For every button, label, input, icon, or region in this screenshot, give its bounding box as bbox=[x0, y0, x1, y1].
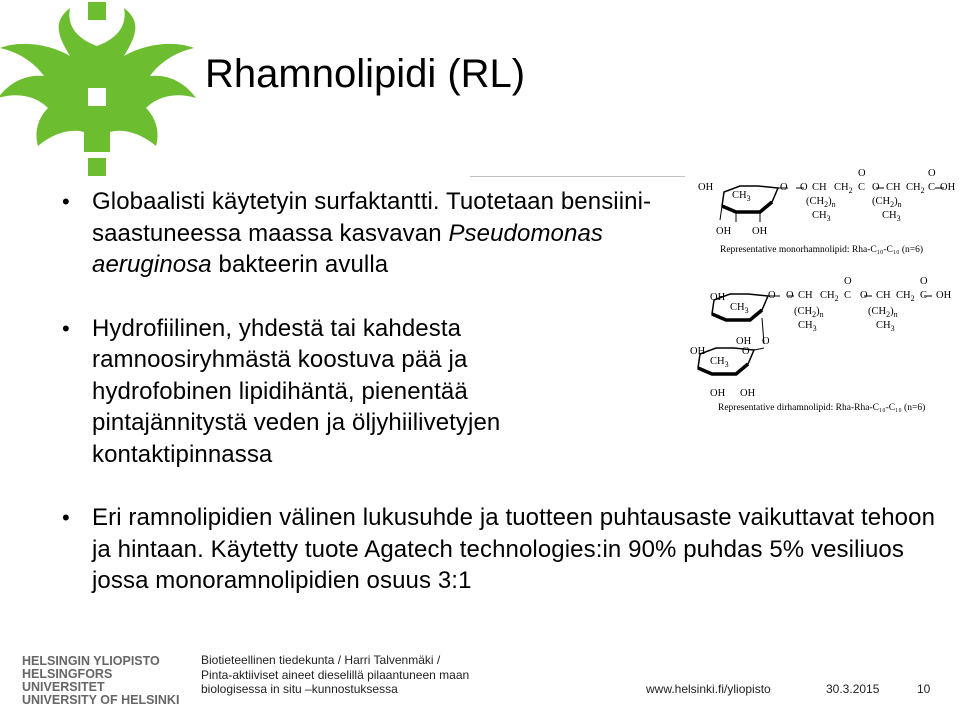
c-label: C bbox=[844, 290, 852, 301]
ch3-label: $CH_3$ bbox=[798, 320, 817, 333]
rhamnolipid-structure-diagram bbox=[688, 168, 960, 420]
footer-line-1: Biotieteellinen tiedekunta / Harri Talvenmäki / bbox=[201, 653, 441, 667]
ch-label: CH bbox=[798, 290, 813, 301]
oh-label: OH bbox=[936, 290, 952, 301]
university-flame-logo-icon bbox=[0, 0, 200, 185]
bullet-surfactant-text: Globaalisti käytetyin surfaktantti. Tuotetaan bensiini-saastuneessa maassa kasvavan bbox=[92, 188, 652, 247]
footer-url: www.helsinki.fi/yliopisto bbox=[646, 682, 771, 696]
svg-text:OH bbox=[698, 182, 714, 193]
page-number: 10 bbox=[917, 682, 931, 696]
o-label: O bbox=[780, 182, 788, 193]
ch2n-label: $(CH_2)_n$ bbox=[868, 306, 898, 319]
footer-line-3: biologisessa in situ –kunnostuksessa bbox=[201, 682, 398, 696]
footer-description bbox=[201, 653, 501, 697]
university-wordmark bbox=[22, 655, 192, 707]
ch3-label: $CH_3$ bbox=[876, 320, 895, 333]
footer-date: 30.3.2015 bbox=[826, 682, 880, 696]
o-label: O bbox=[872, 182, 880, 193]
o-label: O bbox=[786, 290, 794, 301]
oh-label: OH bbox=[740, 388, 756, 399]
bullet-surfactant bbox=[62, 186, 652, 281]
o-label: O bbox=[928, 168, 936, 179]
wordmark-english: UNIVERSITY OF HELSINKI bbox=[22, 693, 180, 707]
wordmark-finnish: HELSINGIN YLIOPISTO bbox=[22, 654, 160, 668]
ch2-label: $CH_2$ bbox=[820, 290, 839, 303]
o-label: O bbox=[844, 276, 852, 287]
footer-line-2: Pinta-aktiiviset aineet dieselillä pilaantuneen maan bbox=[201, 667, 470, 682]
oh-label: OH bbox=[690, 346, 706, 357]
oh-label: OH bbox=[736, 336, 752, 347]
oh-label: OH bbox=[710, 388, 726, 399]
ch2-label: $CH_2$ bbox=[906, 182, 925, 195]
ch3-label: $CH_3$ bbox=[812, 210, 831, 223]
ch2n-label: $(CH_2)_n$ bbox=[794, 306, 824, 319]
o-label: O bbox=[800, 182, 808, 193]
bullet-ratio: • Eri ramnolipidien välinen lukusuhde ja tuotteen puhtausaste vaikuttavat tehoon ja hintaan. Käytetty tuote Agatech technologies:in 90% puhdas 5% vesiliuos jossa monoramnolipidien osuus 3:1 bbox=[62, 502, 952, 597]
oh-label: OH bbox=[752, 226, 768, 237]
oh-label: OH bbox=[710, 292, 726, 303]
c-label: C bbox=[920, 290, 928, 301]
o-label: O bbox=[858, 168, 866, 179]
o-label: O bbox=[762, 336, 770, 347]
ch3-label: $CH_3$ bbox=[730, 302, 749, 315]
ch-label: CH bbox=[812, 182, 827, 193]
ch-label: CH bbox=[886, 182, 901, 193]
species-name: Pseudomonas aeruginosa bbox=[92, 219, 603, 278]
ch3-label: $CH_3$ bbox=[882, 210, 901, 223]
o-label: O bbox=[742, 346, 750, 357]
ch-label: CH bbox=[876, 290, 891, 301]
slide-title: Rhamnolipidi (RL) bbox=[205, 52, 526, 96]
oh-label: OH bbox=[716, 226, 732, 237]
ch2-label: $CH_2$ bbox=[896, 290, 915, 303]
bullet-surfactant-tail: bakteerin avulla bbox=[211, 251, 389, 278]
ch2-label: $CH_2$ bbox=[834, 182, 853, 195]
c-label: C bbox=[928, 182, 936, 193]
ch2n-label: $(CH_2)_n$ bbox=[806, 196, 836, 209]
wordmark-swedish: HELSINGFORS UNIVERSITET bbox=[22, 667, 113, 694]
monorhamnolipid-caption: Representative monorhamnolipid: Rha-C₁₀-C₁₀ (n=6) bbox=[720, 245, 924, 255]
oh-label: OH bbox=[940, 182, 956, 193]
bullet-structure: • Hydrofiilinen, yhdestä tai kahdesta ramnoosiryhmästä koostuva pää ja hydrofobinen lipidihäntä, pienentää pintajännitystä veden ja öljyhiilivetyjen kontaktipinnassa bbox=[62, 313, 612, 471]
ch2n-label: $(CH_2)_n$ bbox=[872, 196, 902, 209]
dirhamnolipid-caption: Representative dirhamnolipid: Rha-Rha-C₁₀-C₁₀ (n=6) bbox=[718, 403, 926, 413]
ch3-label: $CH_3$ bbox=[710, 356, 729, 369]
o-label: O bbox=[768, 290, 776, 301]
o-label: O bbox=[920, 276, 928, 287]
ch3-label: $CH_3$ bbox=[732, 190, 751, 203]
title-divider bbox=[470, 176, 685, 177]
oh-label: OH bbox=[698, 182, 714, 193]
c-label: C bbox=[858, 182, 866, 193]
o-label: O bbox=[860, 290, 868, 301]
